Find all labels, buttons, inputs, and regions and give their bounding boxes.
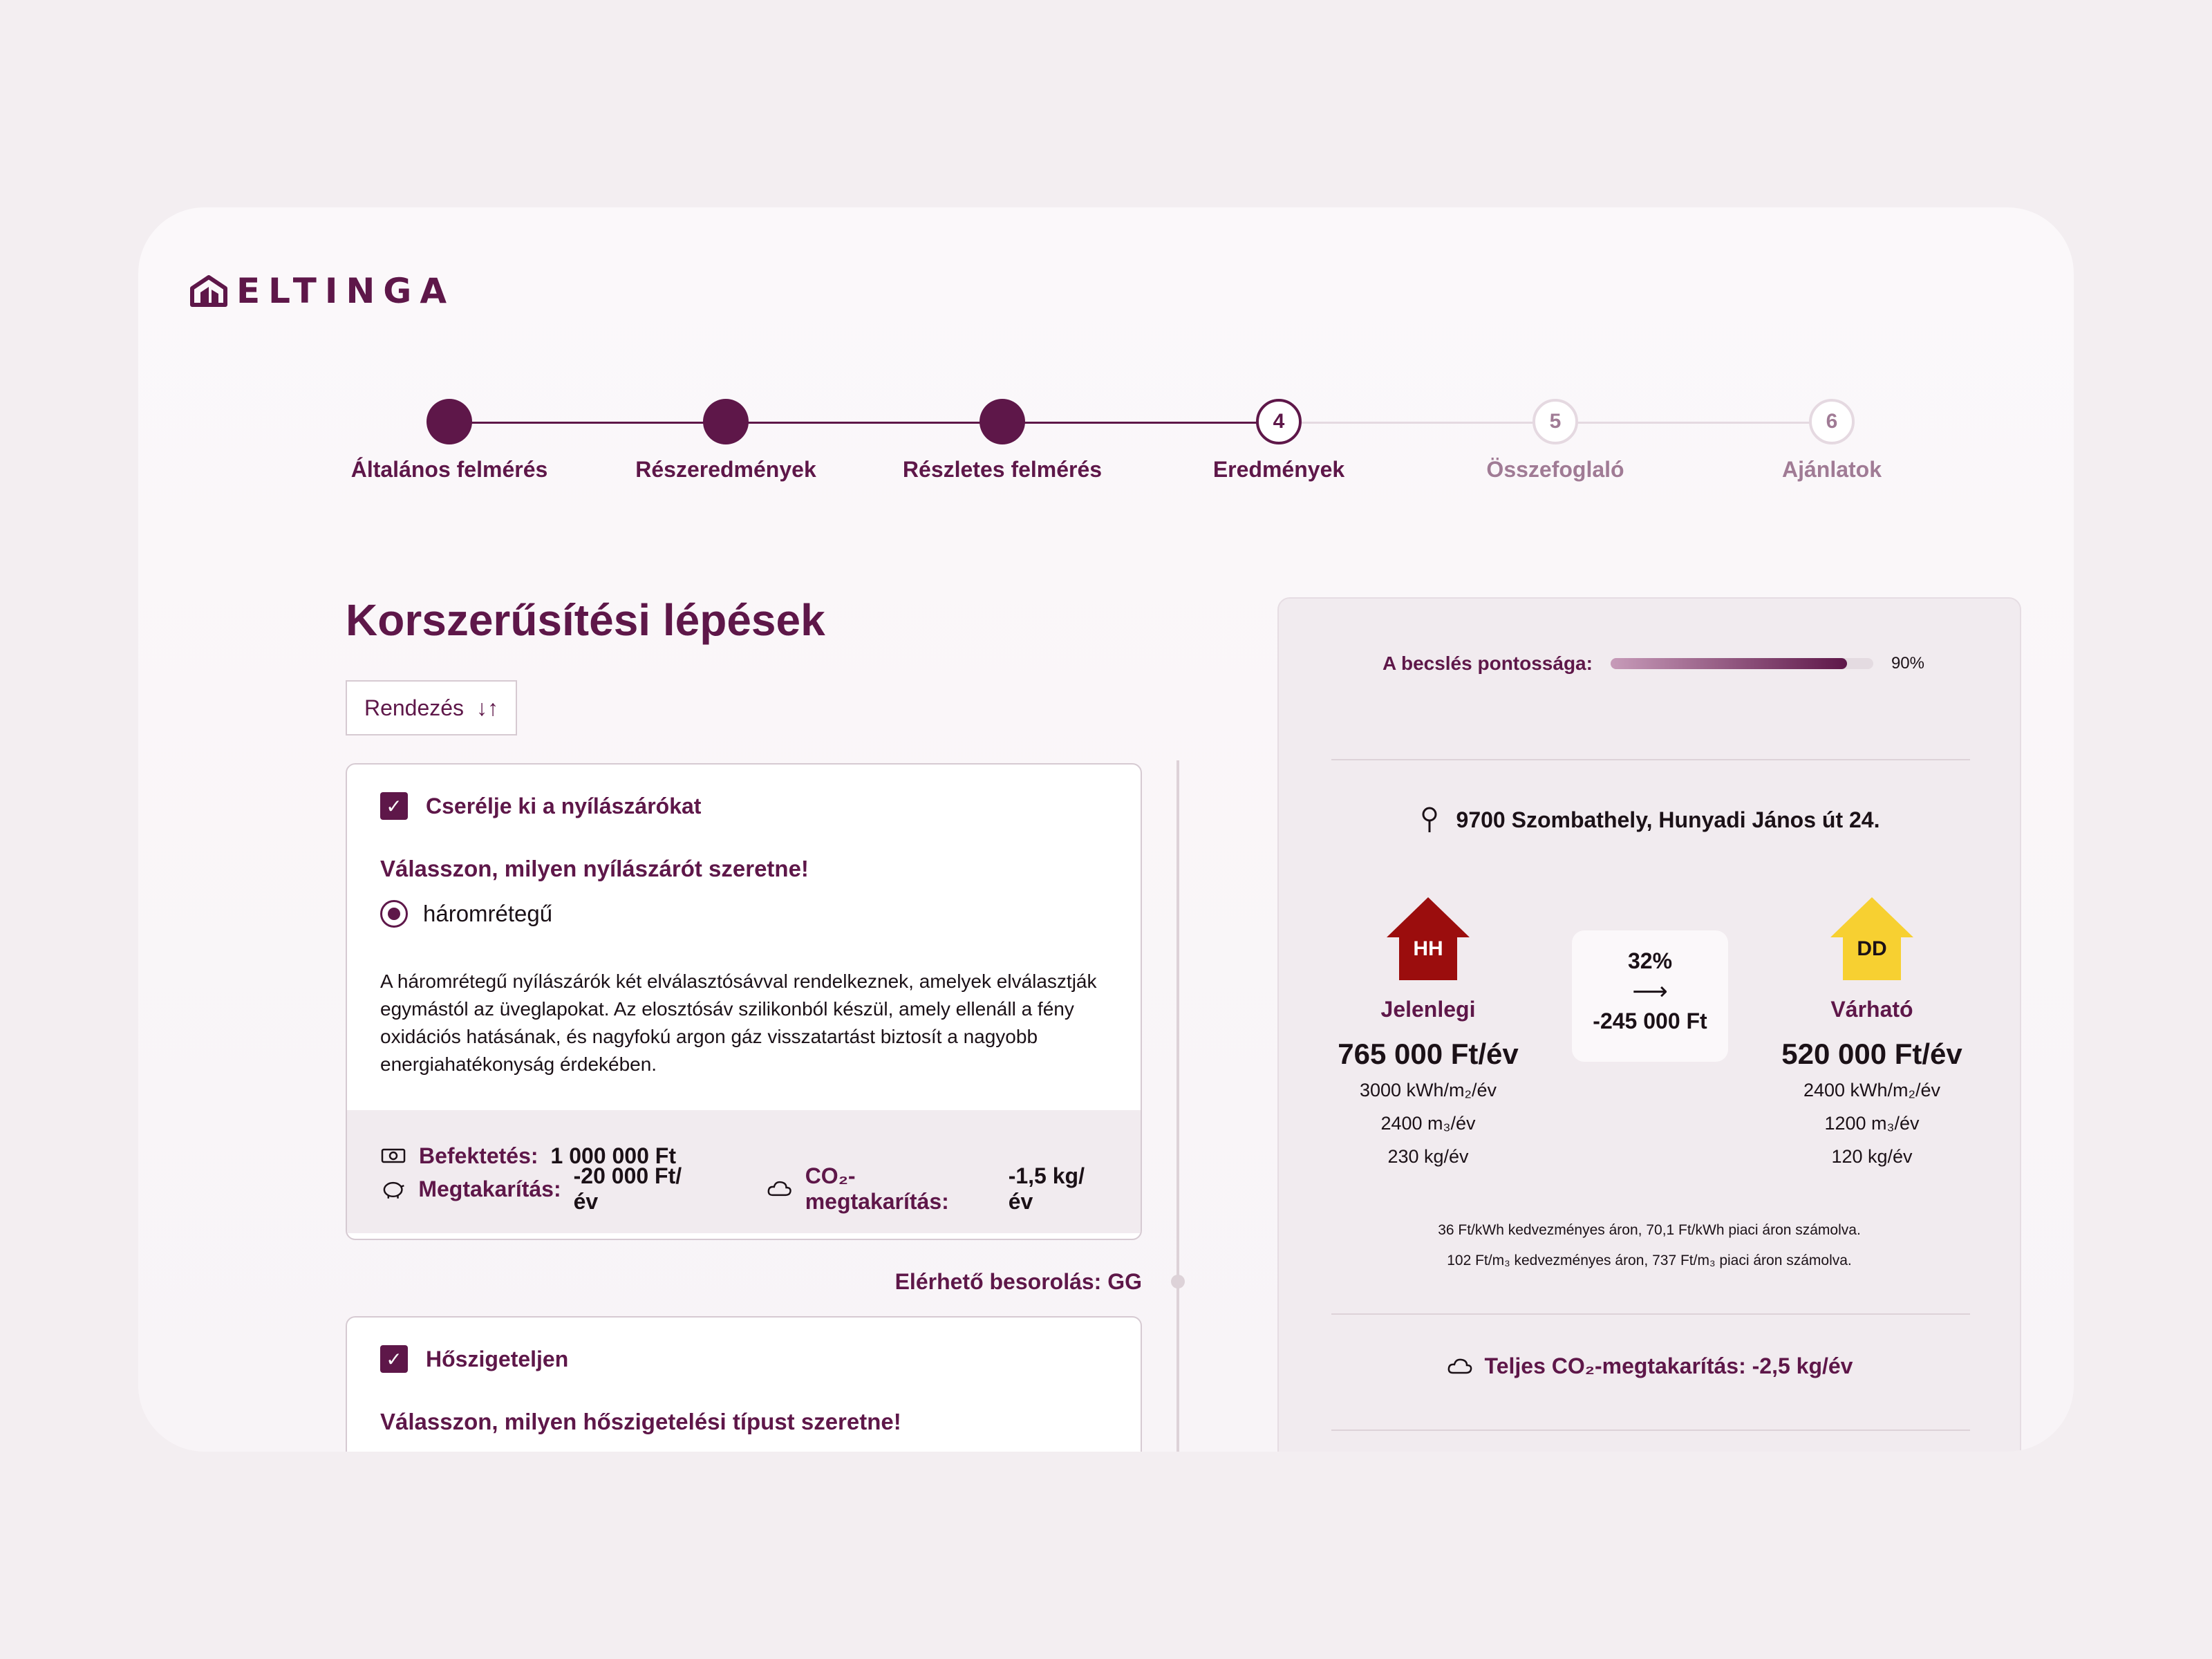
- card-checkbox-row[interactable]: [380, 792, 1107, 820]
- expected-rating: DD: [1857, 937, 1887, 960]
- divider: [1331, 1313, 1970, 1315]
- arrow-right-icon: ⟶: [1632, 977, 1668, 1005]
- step-2-label: Részeredmények: [635, 457, 816, 482]
- current-status: [1324, 896, 1532, 1170]
- money-icon: [380, 1145, 406, 1166]
- step-4-label: Eredmények: [1212, 457, 1345, 482]
- card-title: Cserélje ki a nyílászárókat: [426, 793, 702, 818]
- step-6-label: Ajánlatok: [1781, 457, 1882, 482]
- step-5[interactable]: [1417, 394, 1694, 482]
- price-note-gas: 102 Ft/m₃ kedvezményes áron, 737 Ft/m₃ piaci áron számolva.: [1447, 1253, 1852, 1268]
- current-energy: 3000 kWh/m₂/év: [1359, 1080, 1497, 1100]
- co2-value: -1,5 kg/év: [1008, 1163, 1085, 1214]
- co2-cloud-icon: [1446, 1356, 1474, 1377]
- upgrade-card-insulation: [346, 1316, 1142, 1452]
- change-box: [1572, 930, 1728, 1062]
- step-3-label: Részletes felmérés: [902, 457, 1103, 482]
- current-rating: HH: [1413, 937, 1443, 960]
- logo-mark-icon: [189, 274, 228, 308]
- card-title: Hőszigeteljen: [426, 1346, 569, 1371]
- brand-logo[interactable]: [189, 271, 455, 311]
- timeline-dot: [1171, 1275, 1185, 1288]
- sort-button-label: Rendezés: [364, 695, 465, 720]
- expected-label: Várható: [1830, 997, 1913, 1022]
- change-difference: -245 000 Ft: [1593, 1009, 1707, 1033]
- accuracy-bar: [1611, 658, 1873, 669]
- address-row: [1279, 806, 2020, 834]
- total-co2-text: Teljes CO₂-megtakarítás: -2,5 kg/év: [1484, 1353, 1853, 1378]
- current-gas: 2400 m₃/év: [1380, 1113, 1476, 1134]
- saving-label: Megtakarítás:: [418, 1176, 561, 1201]
- sort-button[interactable]: [346, 680, 517, 735]
- card-description: A háromrétegű nyílászárók két elválasztósávval rendelkeznek, amelyek elválasztják egymástól az üveglapokat. Az elosztósáv szilikonból készül, amely ellenáll a fény oxidációs hatásának, és nagyfokú argon gáz visszatartást biztosít a nagyobb energiahatékonyság érdekében.: [380, 971, 1097, 1075]
- step-1-dot: [427, 399, 472, 444]
- step-3-dot: [980, 399, 1025, 444]
- reachable-rating: Elérhető besorolás: GG: [894, 1269, 1142, 1294]
- step-6[interactable]: [1694, 394, 1970, 482]
- checkbox-checked-icon[interactable]: ✓: [380, 1345, 408, 1373]
- step-5-label: Összefoglaló: [1486, 457, 1624, 482]
- saving-value: -20 000 Ft/év: [573, 1163, 682, 1214]
- investment-value: 1 000 000 Ft: [550, 1143, 676, 1168]
- expected-co2: 120 kg/év: [1831, 1146, 1913, 1167]
- expected-energy: 2400 kWh/m₂/év: [1803, 1080, 1941, 1100]
- expected-gas: 1200 m₃/év: [1824, 1113, 1920, 1134]
- app-frame: [138, 207, 2074, 1452]
- sort-arrows-icon: ↓↑: [476, 695, 499, 720]
- address-text: 9700 Szombathely, Hunyadi János út 24.: [1456, 807, 1880, 832]
- results-panel: [1277, 597, 2021, 1452]
- piggy-bank-icon: [380, 1179, 406, 1199]
- card-summary: [347, 1110, 1141, 1233]
- card-checkbox-row[interactable]: [380, 1345, 1107, 1373]
- card-question: Válasszon, milyen nyílászárót szeretne!: [380, 856, 809, 881]
- divider: [1331, 1430, 1970, 1431]
- accuracy-row: [1382, 653, 1924, 675]
- card-question: Válasszon, milyen hőszigetelési típust szeretne!: [380, 1409, 901, 1434]
- step-3[interactable]: [864, 394, 1141, 482]
- progress-stepper: [311, 394, 1882, 505]
- step-6-dot: 6: [1809, 399, 1855, 444]
- radio-option[interactable]: [380, 900, 1107, 928]
- radio-option-label: háromrétegű: [423, 901, 553, 926]
- step-2-dot: [703, 399, 749, 444]
- expected-cost: 520 000 Ft/év: [1781, 1038, 1962, 1070]
- step-1[interactable]: [311, 394, 588, 482]
- co2-cloud-icon: [767, 1179, 792, 1199]
- step-2[interactable]: [588, 394, 864, 482]
- expected-status: [1768, 896, 1976, 1170]
- investment-label: Befektetés:: [419, 1143, 538, 1168]
- timeline-line: [1177, 760, 1179, 1452]
- location-pin-icon: [1419, 806, 1440, 834]
- step-4[interactable]: [1141, 394, 1417, 482]
- checkbox-checked-icon[interactable]: ✓: [380, 792, 408, 820]
- house-rating-icon: [1385, 896, 1471, 982]
- co2-label: CO₂-megtakarítás:: [805, 1163, 949, 1214]
- total-co2-row: [1279, 1353, 2020, 1379]
- price-note-electricity: 36 Ft/kWh kedvezményes áron, 70,1 Ft/kWh piaci áron számolva.: [1438, 1222, 1861, 1238]
- current-label: Jelenlegi: [1380, 997, 1476, 1022]
- step-1-label: Általános felmérés: [350, 457, 548, 482]
- divider: [1331, 759, 1970, 760]
- step-5-dot: 5: [1533, 399, 1578, 444]
- accuracy-label: A becslés pontossága:: [1382, 653, 1593, 674]
- accuracy-value: 90%: [1891, 654, 1924, 673]
- accuracy-bar-fill: [1611, 658, 1847, 669]
- upgrade-card-windows: [346, 763, 1142, 1240]
- change-percent: 32%: [1627, 948, 1673, 973]
- house-rating-icon: [1829, 896, 1915, 982]
- brand-name: ELTINGA: [236, 271, 456, 311]
- current-cost: 765 000 Ft/év: [1338, 1038, 1519, 1070]
- page-title: Korszerűsítési lépések: [346, 595, 825, 645]
- step-4-dot: 4: [1256, 399, 1302, 444]
- current-co2: 230 kg/év: [1387, 1146, 1469, 1167]
- radio-selected-icon[interactable]: [380, 900, 408, 928]
